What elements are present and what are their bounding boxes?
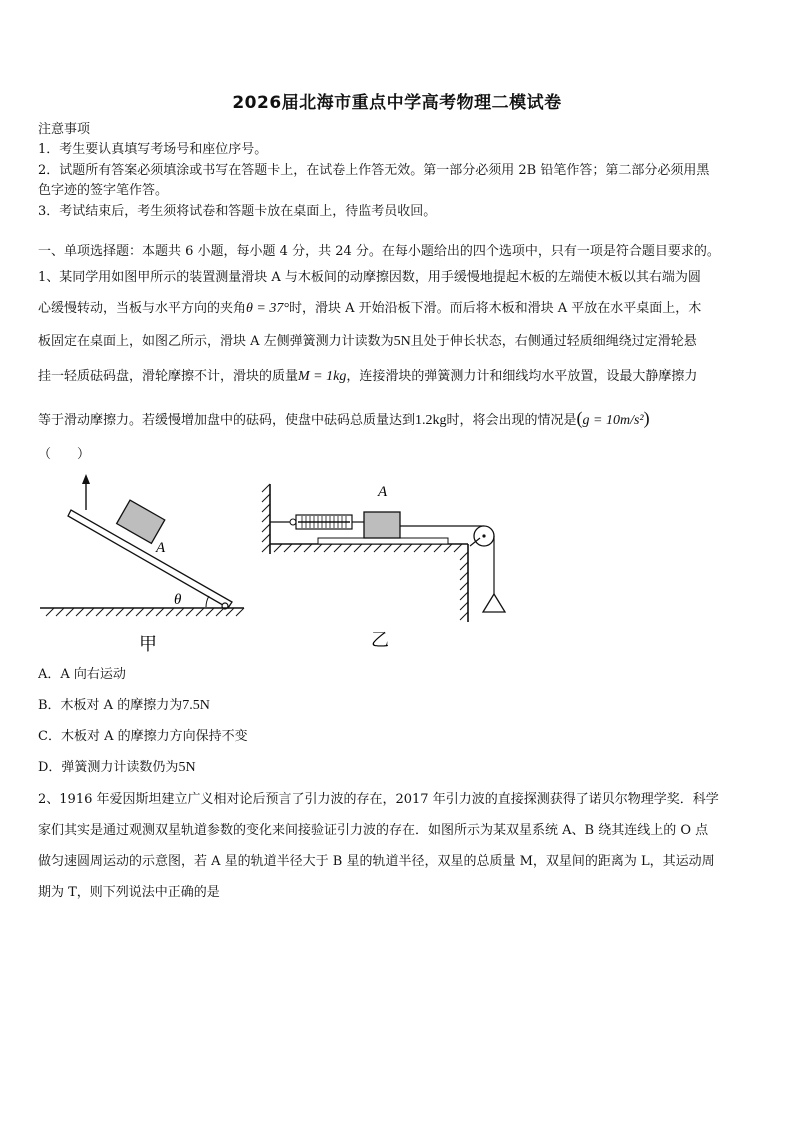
q1-line-4 <box>38 368 758 386</box>
board <box>318 538 448 544</box>
q1-line-5-text-b: 时，将会出现的情况是 <box>446 413 577 428</box>
figure-jia-svg <box>38 466 248 654</box>
mass-equation: M = 1kg <box>298 369 347 384</box>
option-b <box>38 697 758 715</box>
g-bracket-left: ( <box>576 409 583 428</box>
q2-line-1: 2、1916 年爱因斯坦建立广义相对论后预言了引力波的存在，2017 年引力波的直接探测获得了诺贝尔物理学奖．科学 <box>38 792 719 807</box>
figure-yi <box>258 474 518 654</box>
q1-line-3 <box>38 333 758 351</box>
scale-ring <box>290 519 296 525</box>
angle-arc <box>206 596 209 607</box>
mass-value: 1.2kg <box>415 413 447 428</box>
section-heading: 一、单项选择题：本题共 6 小题，每小题 4 分，共 24 分。在每小题给出的四个选项中，只有一项是符合题目要求的。 <box>38 244 720 259</box>
label-fig-jia: 甲 <box>139 634 157 654</box>
q1-line-4-text-a: 挂一轻质砝码盘，滑轮摩擦不计，滑块的质量 <box>38 369 299 384</box>
left-wall-hatch <box>262 484 270 552</box>
block-a-table <box>364 512 400 538</box>
q1-line-4-text-b: ，连接滑块的弹簧测力计和细线均水平放置，设最大静摩擦力 <box>346 369 698 384</box>
theta-equation: θ = 37° <box>246 301 289 316</box>
q1-line-2-text-b: 时，滑块 A 开始沿板下滑。而后将木板和滑块 A 平放在水平桌面上，木 <box>288 301 702 316</box>
pulley-axle <box>482 534 485 537</box>
option-d-text: D．弹簧测力计读数仍为 <box>38 760 179 775</box>
g-bracket-right: ) <box>643 409 650 428</box>
option-b-text: B．木板对 A 的摩擦力为 <box>38 698 183 713</box>
label-fig-yi: 乙 <box>371 630 389 651</box>
notice-heading: 注意事项 <box>38 122 91 137</box>
label-a-yi: A <box>378 484 388 500</box>
option-d-value: 5N <box>178 760 196 775</box>
q2-line-4: 期为 T，则下列说法中正确的是 <box>38 885 220 900</box>
notice-item-2: 2．试题所有答案必须填涂或书写在答题卡上，在试卷上作答无效。第一部分必须用 2B 铅笔作答；第二部分必须用黑 <box>38 163 710 178</box>
q1-line-1: 1、某同学用如图甲所示的装置测量滑块 A 与木板间的动摩擦因数，用手缓慢地提起木板的左端使木板以其右端为圆 <box>38 270 701 285</box>
notice-item-1: 1．考生要认真填写考场号和座位序号。 <box>38 142 268 157</box>
option-c: C．木板对 A 的摩擦力方向保持不变 <box>38 729 248 744</box>
figure-jia <box>38 466 248 654</box>
notice-item-3: 3．考试结束后，考生须将试卷和答题卡放在桌面上，待监考员收回。 <box>38 204 437 219</box>
q2-line-3: 做匀速圆周运动的示意图，若 A 星的轨道半径大于 B 星的轨道半径，双星的总质量 M，双星间的距离为 L，其运动周 <box>38 854 715 869</box>
figure-yi-svg <box>258 474 518 654</box>
page-title: 2026届北海市重点中学高考物理二模试卷 <box>232 93 562 113</box>
notice-item-2-cont: 色字迹的签字笔作答。 <box>38 183 169 198</box>
option-d <box>38 759 758 777</box>
table-hatch <box>274 544 462 552</box>
q1-line-5 <box>38 409 758 430</box>
gravity-equation: g = 10m/s² <box>582 413 644 428</box>
weight-pan <box>483 594 505 612</box>
q1-line-2 <box>38 300 758 318</box>
ground-hatch <box>46 608 244 616</box>
q1-line-2-text-a: 心缓慢转动，当板与水平方向的夹角 <box>38 301 247 316</box>
table-right-hatch <box>460 552 468 620</box>
force-value: 5N <box>393 334 411 349</box>
option-b-value: 7.5N <box>182 698 210 713</box>
answer-blank: （ ） <box>38 447 91 462</box>
q1-line-3-text-b: 且处于伸长状态，右侧通过轻质细绳绕过定滑轮悬 <box>410 334 697 349</box>
q1-line-3-text-a: 板固定在桌面上，如图乙所示，滑块 A 左侧弹簧测力计读数为 <box>38 334 394 349</box>
q2-line-2: 家们其实是通过观测双星轨道参数的变化来间接验证引力波的存在．如图所示为某双星系统 A、B 绕其连线上的 O 点 <box>38 823 709 838</box>
block-a-incline <box>117 500 165 543</box>
q1-line-5-text-a: 等于滑动摩擦力。若缓慢增加盘中的砝码，使盘中砝码总质量达到 <box>38 413 416 428</box>
lift-arrow-head <box>82 474 90 484</box>
label-a-jia: A <box>156 540 166 556</box>
option-a: A．A 向右运动 <box>38 667 126 682</box>
label-theta: θ <box>174 592 182 608</box>
